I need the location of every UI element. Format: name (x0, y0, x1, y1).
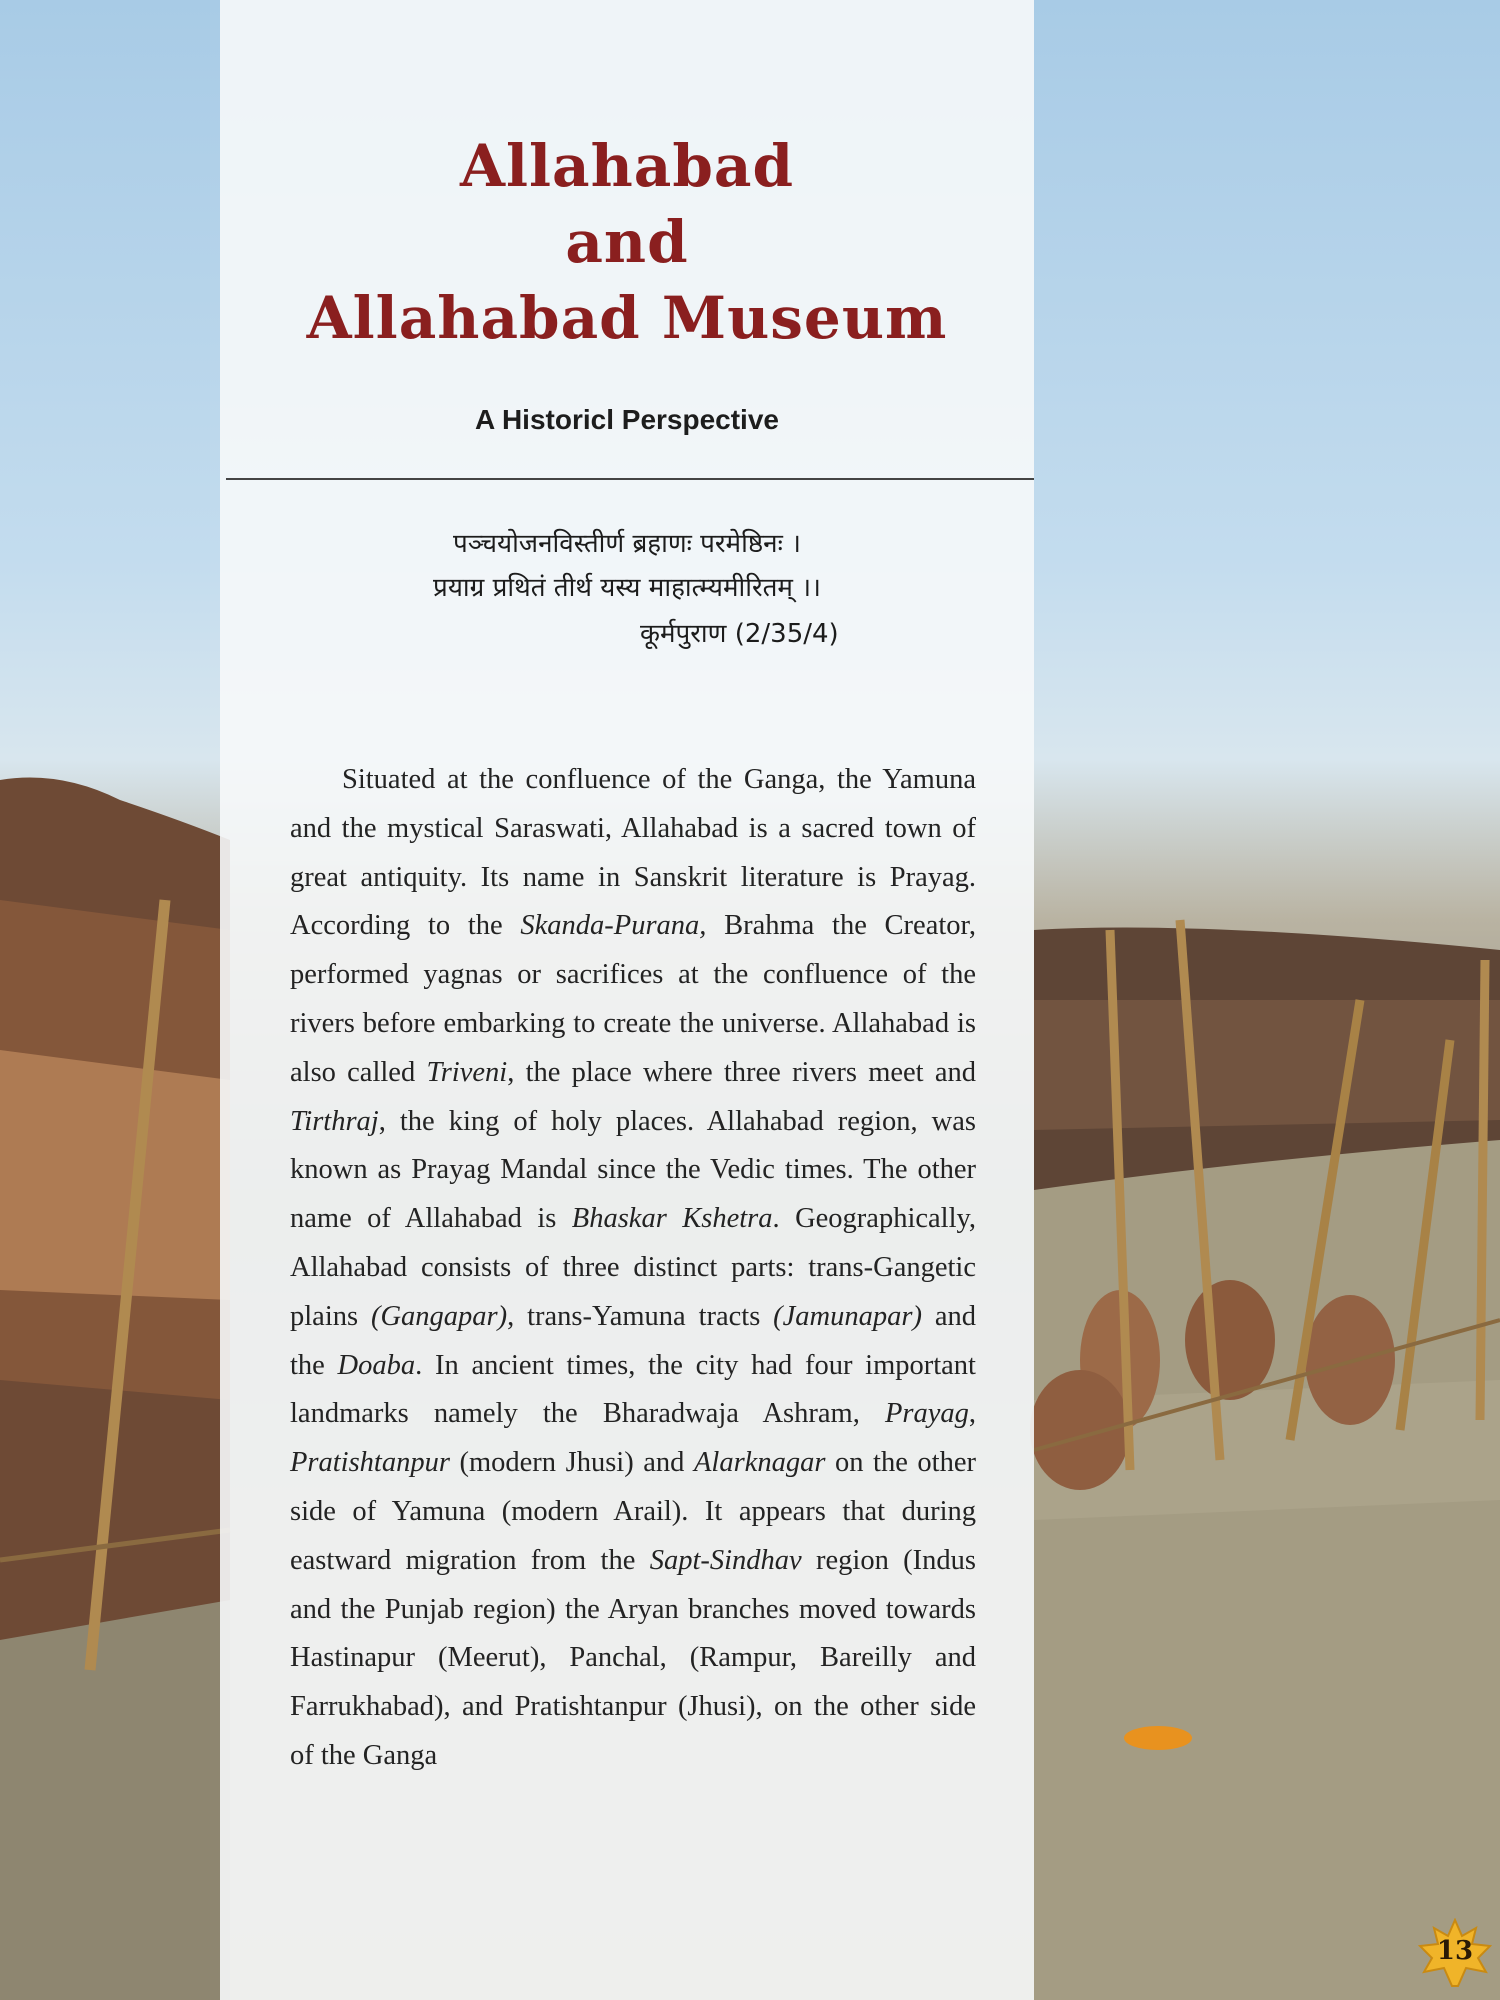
sanskrit-verse (220, 522, 1034, 610)
italic-run: Triveni (426, 1056, 508, 1088)
title-line-1: Allahabad (459, 132, 795, 200)
italic-run: (Jamunapar) (773, 1300, 922, 1332)
text-run: region (Indus and the Punjab region) the Aryan branches moved towards Hastinapur (Meerut), Panchal, (Rampur, Bareilly and Farrukhabad), and Pratishtanpur (Jhusi), on the other side of the Ganga (290, 1544, 976, 1771)
text-run: (modern Jhusi) and (449, 1447, 694, 1479)
verse-source: कूर्मपुराण (2/35/4) (640, 619, 839, 649)
italic-run: Alarknagar (694, 1447, 826, 1479)
italic-run: Prayag (884, 1398, 969, 1430)
text-run: . In ancient times, the city had four important landmarks namely the Bharadwaja Ashram, (290, 1349, 976, 1430)
subtitle: A Historicl Perspective (475, 404, 779, 435)
title-line-3: Allahabad Museum (306, 284, 948, 352)
page-number: 13 (1436, 1936, 1474, 1966)
page-title (220, 128, 1034, 356)
verse-line-2: प्रयाग्र प्रथितं तीर्थ यस्य माहात्म्यमीरितम् ।। (433, 573, 821, 603)
text-run: . Geographically, Allahabad consists of three distinct parts: trans-Gangetic plains (290, 1203, 977, 1332)
italic-run: (Gangapar) (370, 1300, 508, 1332)
verse-line-1: पञ्चयोजनविस्तीर्ण ब्रहाणः परमेष्ठिनः । (453, 529, 801, 559)
text-run: and the (290, 1300, 976, 1381)
page-number-badge (1418, 1918, 1492, 1988)
body-paragraph (290, 756, 976, 1781)
italic-run: Doaba (337, 1349, 416, 1381)
italic-run: Tirthraj (290, 1105, 379, 1137)
italic-run: Pratishtanpur (290, 1447, 450, 1479)
text-panel (220, 0, 1034, 2000)
text-run: on the other side of Yamuna (modern Arail). It appears that during eastward migration from the (290, 1447, 976, 1576)
paragraph (290, 756, 976, 1781)
divider (226, 478, 1034, 480)
text-run: , (968, 1398, 976, 1430)
text-run: Situated at the confluence of the Ganga, the Yamuna and the mystical Saraswati, Allahabad is a sacred town of great antiquity. Its name in Sanskrit literature is Prayag. According to the (290, 764, 976, 942)
text-run: Brahma the Creator, performed yagnas or sacrifices at the confluence of the rivers before embarking to create the universe. Allahabad is also called (290, 910, 976, 1088)
italic-run: Bhaskar Kshetra (571, 1203, 773, 1235)
title-line-2: and (565, 208, 689, 276)
text-run: , the place where three rivers meet and (507, 1056, 976, 1088)
text-run: , the king of holy places. Allahabad region, was known as Prayag Mandal since the Vedic times. The other name of Allahabad is (290, 1105, 976, 1235)
italic-run: Sapt-Sindhav (649, 1544, 802, 1576)
italic-run: Skanda-Purana, (520, 910, 707, 942)
text-run: , trans-Yamuna tracts (507, 1300, 774, 1332)
